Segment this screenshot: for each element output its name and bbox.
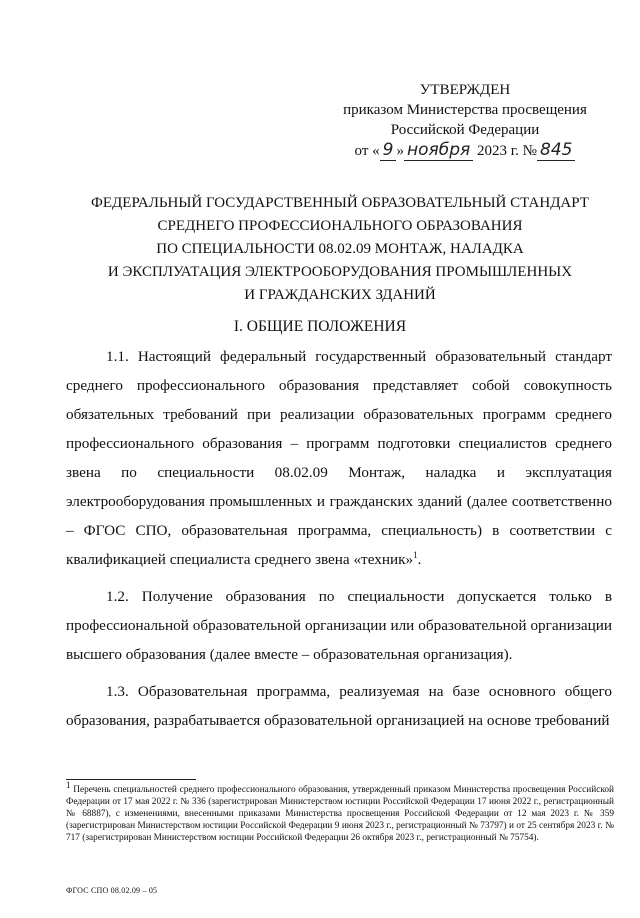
document-title <box>60 192 620 307</box>
date-mid: » <box>396 143 404 159</box>
paragraph-1-2: 1.2. Получение образования по специальности допускается только в профессиональной образовательной организации или образовательной организации высшего образования (далее вместе – образовательная организация). <box>66 588 612 663</box>
paragraph-1-1 <box>66 342 612 574</box>
title-line: И ЭКСПЛУАТАЦИЯ ЭЛЕКТРООБОРУДОВАНИЯ ПРОМЫШЛЕННЫХ <box>107 264 573 280</box>
paragraph-1-1-end: . <box>417 551 422 568</box>
footnote-reference[interactable]: 1 <box>413 549 418 560</box>
date-prefix: от « <box>354 143 380 159</box>
footnote-divider <box>66 779 196 780</box>
approval-heading: УТВЕРЖДЕН <box>419 82 511 98</box>
title-line: ФЕДЕРАЛЬНЫЙ ГОСУДАРСТВЕННЫЙ ОБРАЗОВАТЕЛЬНЫЙ СТАНДАРТ <box>91 195 589 211</box>
handwritten-number: 845 <box>537 140 575 161</box>
footnote <box>66 779 614 844</box>
handwritten-month: ноября <box>404 140 473 161</box>
paragraph-1-1-text: 1.1. Настоящий федеральный государственный образовательный стандарт среднего профессионального образования представляет собой совокупность обязательных требований при реализации образовательных программ среднего профессионального образования – программ подготовки специалистов среднего звена по специальности 08.02.09 Монтаж, наладка и эксплуатация электрооборудования промышленных и гражданских зданий (далее соответственно – ФГОС СПО, образовательная программа, специальность) в соответствии с квалификацией специалиста среднего звена «техник» <box>66 348 612 568</box>
approval-country-line: Российской Федерации <box>390 122 540 138</box>
footnote-text: Перечень специальностей среднего профессионального образования, утвержденный приказом Министерства просвещения Российской Федерации от 17 мая 2022 г. № 336 (зарегистрирован Министерством юстиции Российской Федерации 17 июня 2022 г., регистрационный № 68887), с изменениями, внесенными приказами Министерства просвещения Российской Федерации от 12 мая 2023 г. № 359 (зарегистрирован Министерством юстиции Российской Федерации 9 июня 2023 г., регистрационный № 73797) и от 25 сентября 2023 г. № 717 (зарегистрирован Министерством юстиции Российской Федерации 26 октября 2023 г., регистрационный № 75754). <box>66 785 614 843</box>
title-line: СРЕДНЕГО ПРОФЕССИОНАЛЬНОГО ОБРАЗОВАНИЯ <box>157 218 523 234</box>
page-footer: ФГОС СПО 08.02.09 – 05 <box>66 886 158 895</box>
title-line: ПО СПЕЦИАЛЬНОСТИ 08.02.09 МОНТАЖ, НАЛАДКА <box>156 241 524 257</box>
section-heading: I. ОБЩИЕ ПОЛОЖЕНИЯ <box>233 318 407 335</box>
date-year: 2023 г. № <box>476 143 537 159</box>
paragraph-1-3: 1.3. Образовательная программа, реализуемая на базе основного общего образования, разрабатывается образовательной организацией на основе требований <box>66 683 612 729</box>
approval-date-line <box>330 140 600 161</box>
title-line: И ГРАЖДАНСКИХ ЗДАНИЙ <box>244 287 436 303</box>
approval-order-line: приказом Министерства просвещения <box>343 102 587 118</box>
footnote-mark: 1 <box>66 779 71 790</box>
approval-block <box>330 80 600 161</box>
handwritten-day: 9 <box>380 140 397 161</box>
document-body <box>66 342 612 743</box>
